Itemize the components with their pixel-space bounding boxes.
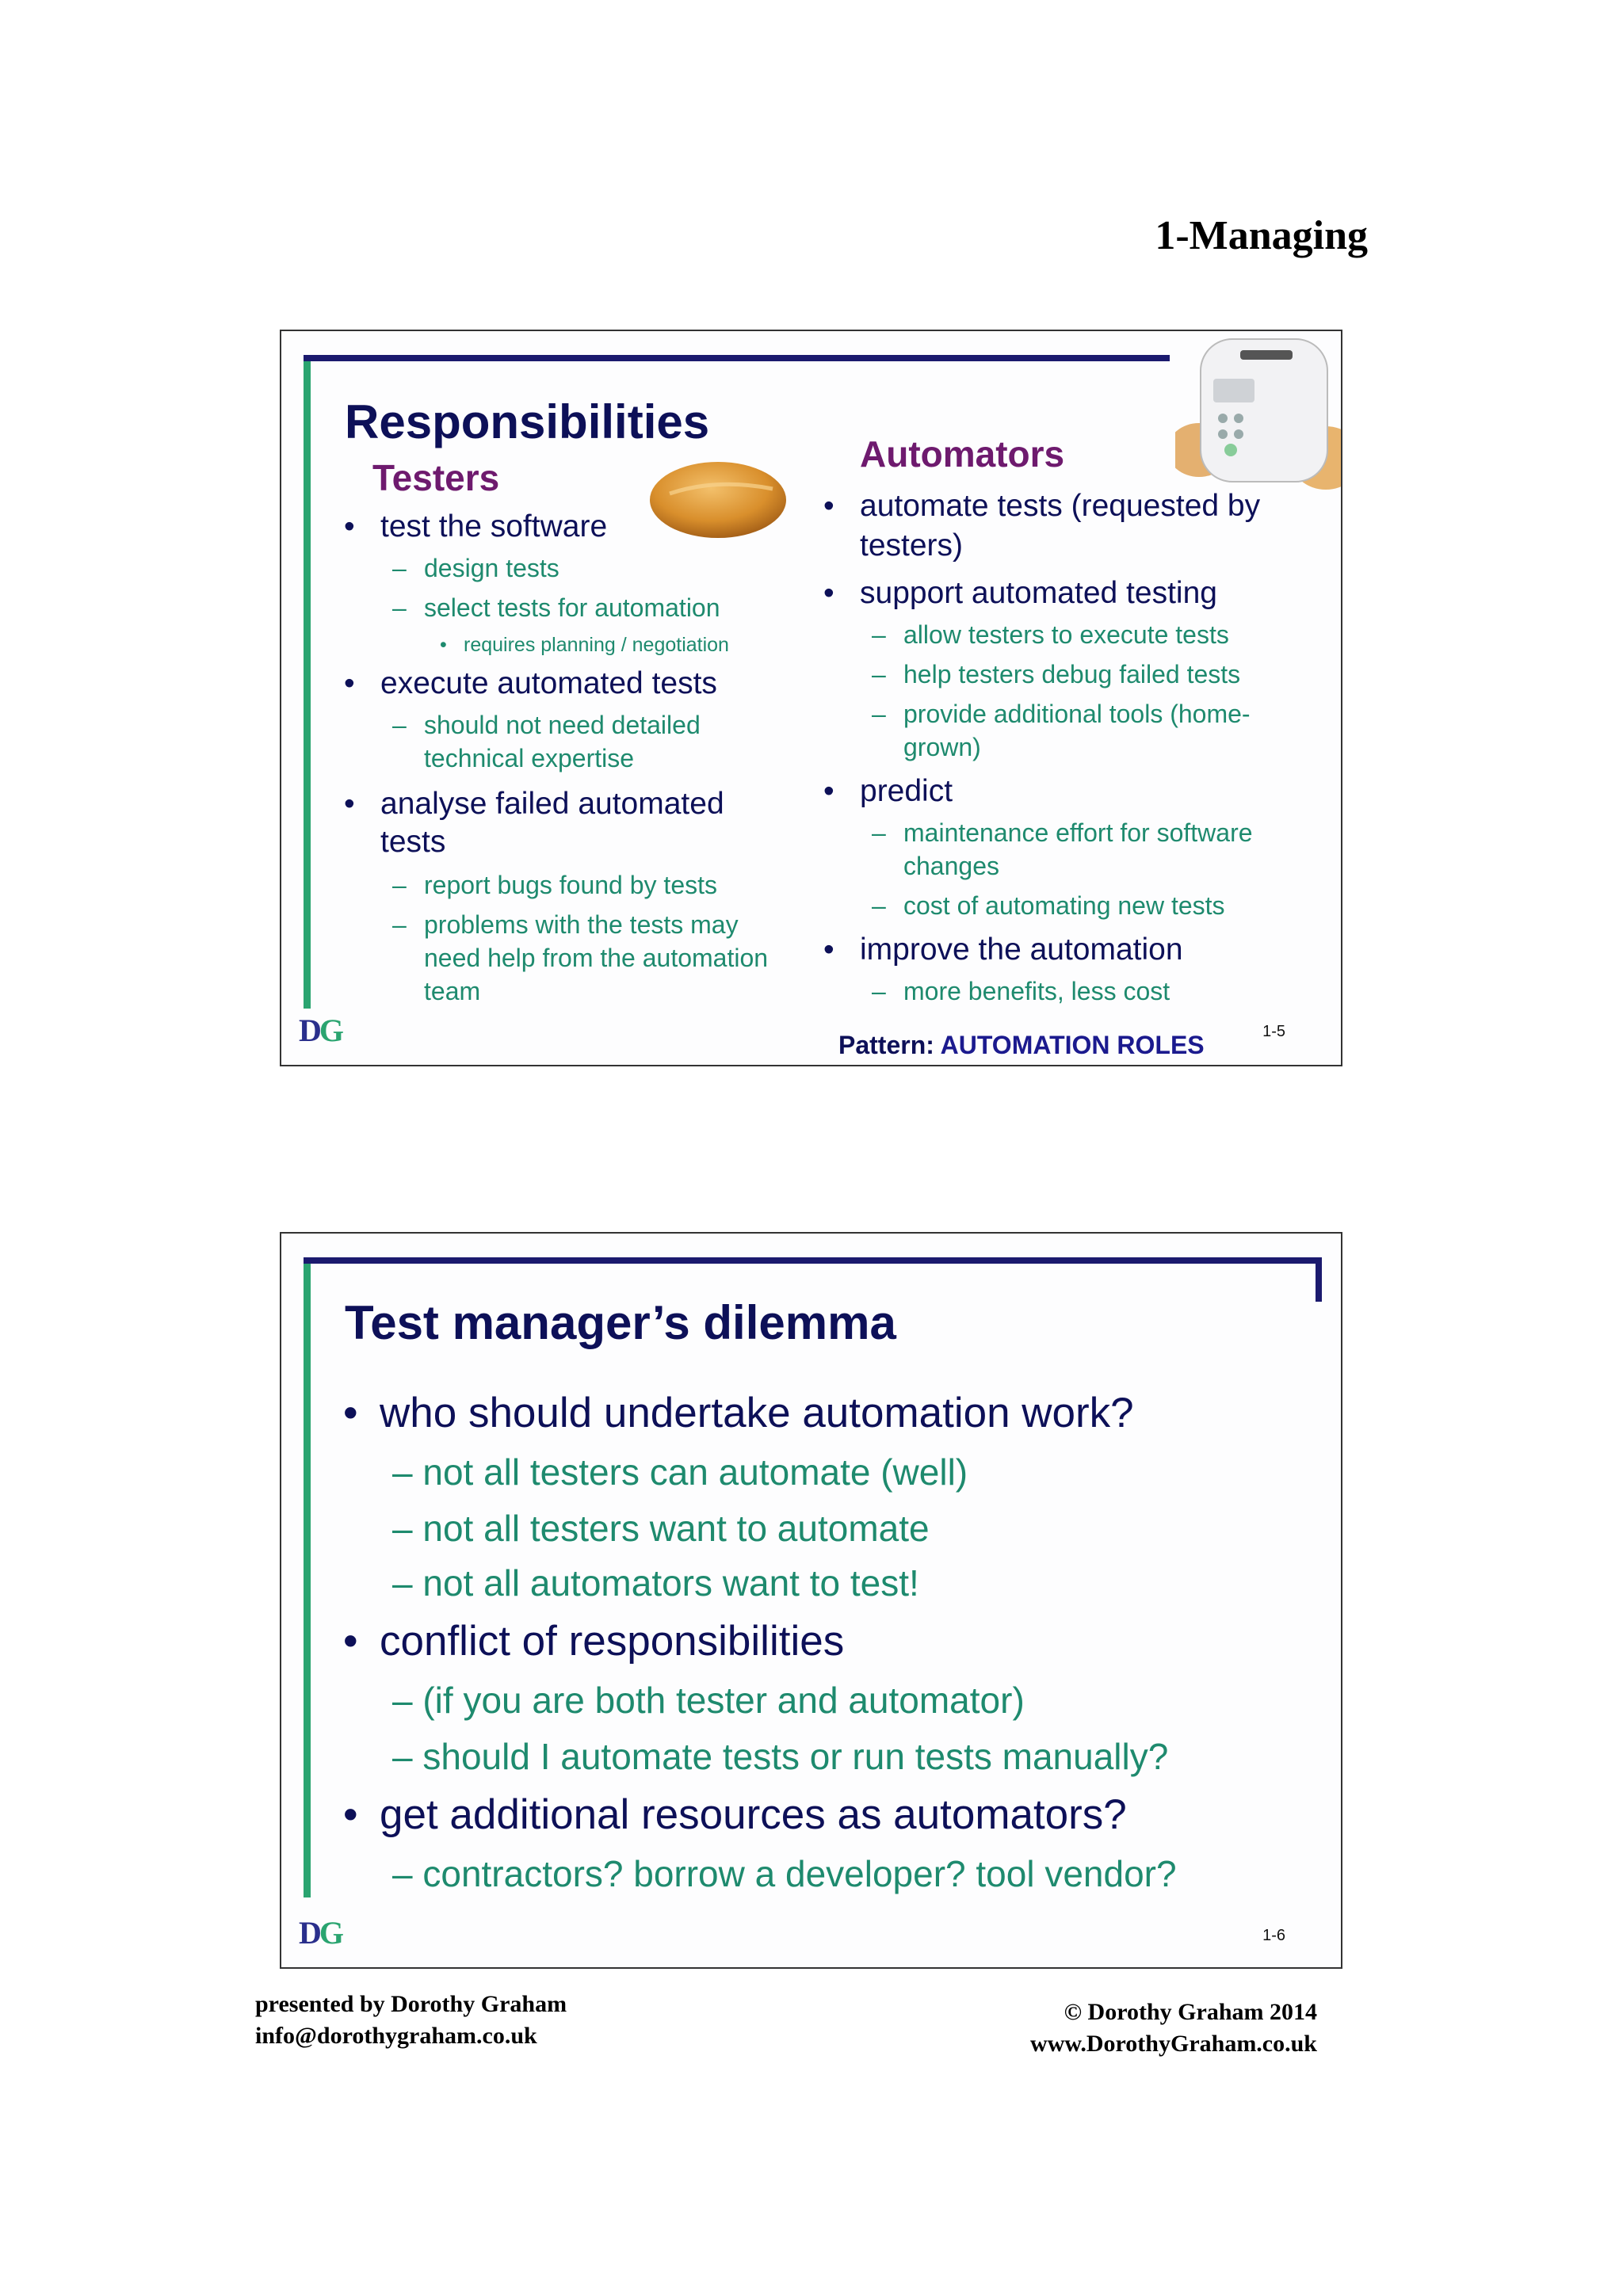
list-item: • conflict of responsibilities: [343, 1618, 845, 1665]
list-item: • test the software: [344, 509, 608, 543]
sub-item: – should not need detailed: [392, 711, 701, 739]
list-item: • support automated testing: [823, 576, 1217, 610]
list-item: • who should undertake automation work?: [343, 1390, 1134, 1436]
sub-item-continued: team: [424, 977, 481, 1005]
list-item: • improve the automation: [823, 933, 1183, 967]
sub-sub-item: • requires planning / negotiation: [440, 634, 729, 656]
footer-left: [255, 1989, 567, 2052]
sub-item: – problems with the tests may: [392, 910, 739, 939]
sub-item-continued: changes: [903, 852, 999, 880]
sub-item: – allow testers to execute tests: [872, 620, 1229, 649]
list-item: • execute automated tests: [344, 666, 717, 700]
top-accent-bar: [304, 1257, 1322, 1264]
pattern-label: Pattern: AUTOMATION ROLES: [838, 1031, 1205, 1059]
list-item: • analyse failed automated: [344, 787, 724, 821]
copyright: © Dorothy Graham 2014: [1064, 1999, 1317, 2025]
section-title: 1-Managing: [1155, 213, 1368, 258]
slide-responsibilities: [280, 330, 1342, 1066]
list-item: • automate tests (requested by: [823, 489, 1261, 523]
website: www.DorothyGraham.co.uk: [1030, 2031, 1317, 2057]
list-item: • get additional resources as automators?: [343, 1791, 1127, 1838]
left-accent-bar: [304, 1257, 311, 1897]
slide-number: 1-5: [1262, 1023, 1285, 1040]
dg-logo: DG: [299, 1013, 342, 1048]
presenter-name: presented by Dorothy Graham: [255, 1991, 567, 2017]
sub-item: – provide additional tools (home-: [872, 700, 1251, 728]
slide-test-manager-dilemma: [280, 1232, 1342, 1969]
sub-item: – not all automators want to test!: [392, 1562, 919, 1604]
right-accent-bar: [1316, 1257, 1322, 1302]
sub-item: – help testers debug failed tests: [872, 660, 1241, 688]
sub-item: – contractors? borrow a developer? tool vendor?: [392, 1853, 1177, 1894]
sub-item: – cost of automating new tests: [872, 891, 1225, 920]
left-accent-bar: [304, 355, 311, 1009]
sub-item: – should I automate tests or run tests manually?: [392, 1736, 1169, 1777]
dg-logo: DG: [299, 1915, 342, 1951]
sub-item-continued: technical expertise: [424, 744, 635, 772]
sub-item-continued: grown): [903, 733, 981, 761]
top-accent-bar: [304, 355, 1170, 361]
sub-item: – not all testers want to automate: [392, 1508, 930, 1549]
list-item: • predict: [823, 774, 953, 808]
slide-number: 1-6: [1262, 1927, 1285, 1944]
slide-title: Responsibilities: [345, 395, 710, 448]
bread-loaf-icon: [646, 454, 790, 543]
sub-item: – report bugs found by tests: [392, 871, 717, 899]
footer-right: [1030, 1997, 1317, 2060]
sub-item: – design tests: [392, 554, 559, 582]
sub-item: – not all testers can automate (well): [392, 1451, 968, 1493]
presenter-email: info@dorothygraham.co.uk: [255, 2023, 537, 2049]
automators-heading: Automators: [860, 433, 1065, 475]
slide-title: Test manager’s dilemma: [345, 1296, 896, 1349]
sub-item: – maintenance effort for software: [872, 818, 1253, 847]
sub-item: – select tests for automation: [392, 593, 720, 622]
sub-item-continued: need help from the automation: [424, 944, 769, 972]
list-item-continued: testers): [860, 528, 964, 563]
sub-item: – (if you are both tester and automator): [392, 1680, 1025, 1721]
list-item-continued: tests: [380, 825, 446, 859]
bread-machine-icon: [1175, 331, 1342, 499]
sub-item: – more benefits, less cost: [872, 977, 1170, 1005]
testers-heading: Testers: [372, 457, 500, 498]
